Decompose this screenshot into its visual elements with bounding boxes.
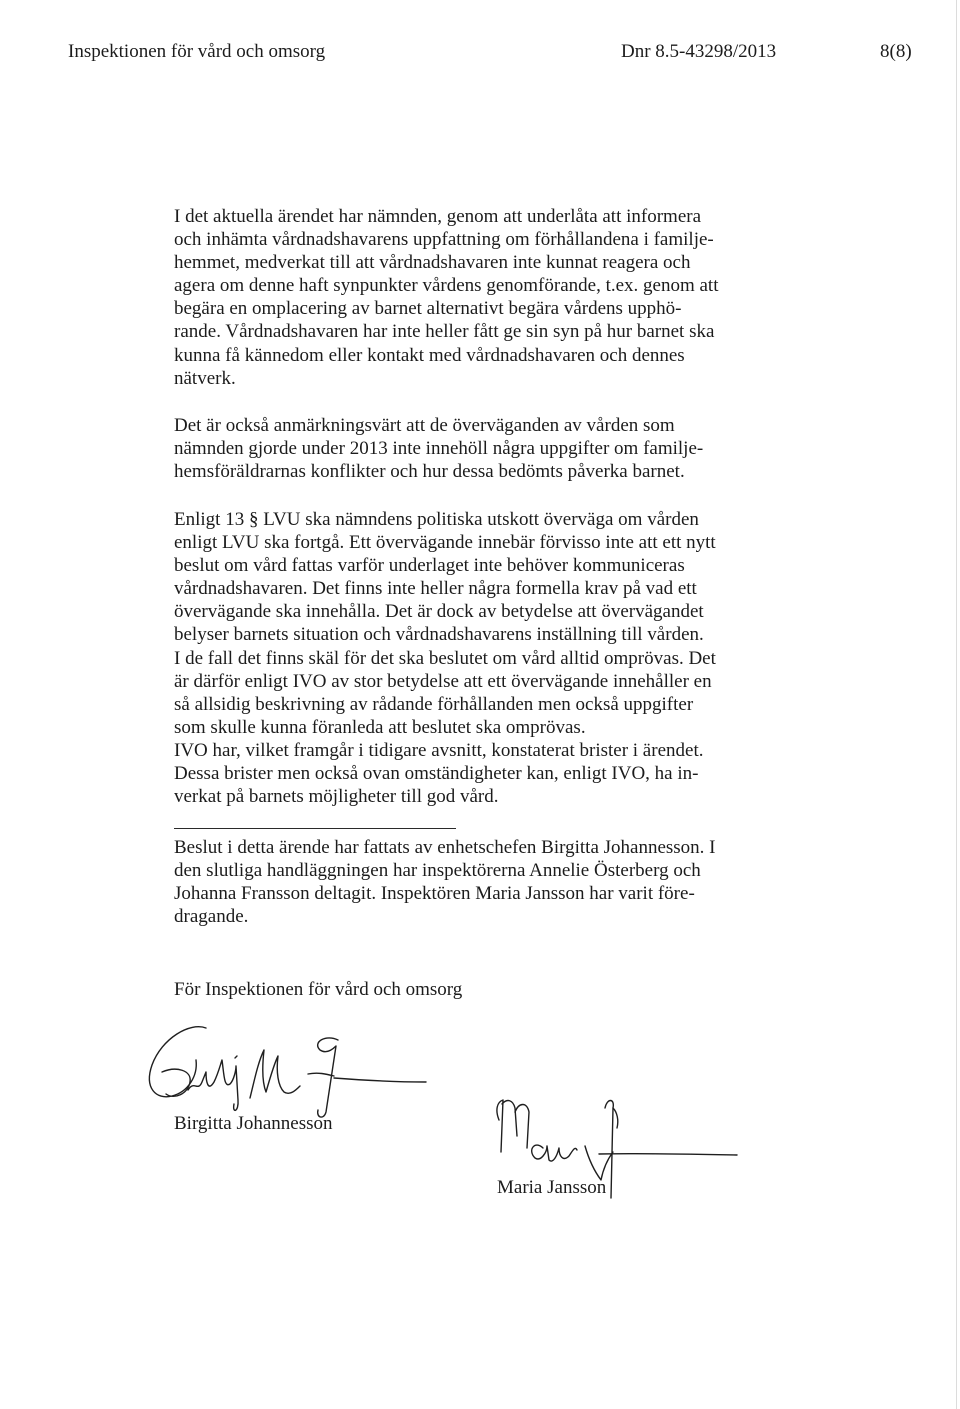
- text-line: vårdnadshavaren. Det finns inte heller några formella krav på vad ett: [174, 578, 697, 600]
- text-line: kunna få kännedom eller kontakt med vårdnadshavaren och dennes: [174, 344, 685, 366]
- separator-rule: [174, 828, 456, 829]
- signature-stroke: [605, 1101, 613, 1199]
- signature-stroke: [515, 1105, 529, 1149]
- header-page-number: 8(8): [880, 41, 912, 62]
- text-line: dragande.: [174, 906, 249, 928]
- text-line: Dessa brister men också ovan omständigheter kan, enligt IVO, ha in-: [174, 763, 699, 785]
- signature-stroke: [613, 1108, 618, 1128]
- text-line: den slutliga handläggningen har inspektörerna Annelie Österberg och: [174, 860, 701, 882]
- text-line: begära en omplacering av barnet alternativt begära vårdens upphö-: [174, 298, 682, 320]
- text-line: så allsidig beskrivning av rådande förhållanden men också uppgifter: [174, 693, 694, 715]
- text-line: är därför enligt IVO av stor betydelse att ett övervägande innehåller en: [174, 670, 712, 692]
- signatory-name: Birgitta Johannesson: [174, 1113, 333, 1134]
- signature-stroke: [497, 1100, 503, 1152]
- text-line: övervägande ska innehålla. Det är dock av betydelse att övervägandet: [174, 601, 704, 623]
- header-case-number: Dnr 8.5-43298/2013: [621, 41, 777, 62]
- signature-maria-jansson: [485, 1090, 750, 1205]
- text-line: Johanna Fransson deltagit. Inspektören Maria Jansson har varit före-: [174, 883, 695, 905]
- paragraph-review-content: [174, 414, 703, 483]
- text-line: belyser barnets situation och vårdnadshavarens inställning till vården.: [174, 624, 704, 646]
- header-organization: Inspektionen för vård och omsorg: [68, 41, 326, 62]
- text-line: Enligt 13 § LVU ska nämndens politiska utskott överväga om vården: [174, 509, 699, 530]
- signature-stroke: [308, 1073, 334, 1076]
- paragraph-lvu-review: [174, 508, 716, 808]
- text-line: verkat på barnets möjligheter till god vård.: [174, 786, 499, 808]
- signatory-name: Maria Jansson: [497, 1177, 607, 1198]
- signature-birgitta-johannesson: [140, 1020, 440, 1120]
- closing-line: För Inspektionen för vård och omsorg: [174, 979, 463, 1000]
- signature-stroke: [585, 1146, 613, 1180]
- text-line: Det är också anmärkningsvärt att de överväganden av vården som: [174, 415, 675, 436]
- text-line: enligt LVU ska fortgå. Ett övervägande innebär förvisso inte att ett nytt: [174, 532, 716, 554]
- signature-stroke: [334, 1078, 426, 1082]
- signature-stroke: [235, 1056, 237, 1058]
- text-line: hemsföräldrarnas konflikter och hur dessa bedömts påverka barnet.: [174, 461, 685, 483]
- text-line: nätverk.: [174, 367, 236, 389]
- signature-stroke: [532, 1145, 577, 1161]
- closing-on-behalf: [174, 978, 462, 1001]
- text-line: nämnden gjorde under 2013 inte innehöll några uppgifter om familje-: [174, 438, 704, 460]
- signature-stroke: [502, 1101, 517, 1136]
- text-line: som skulle kunna föranleda att beslutet ska omprövas.: [174, 716, 586, 738]
- scan-edge-line: [956, 0, 957, 1409]
- text-line: Beslut i detta ärende har fattats av enhetschefen Birgitta Johannesson. I: [174, 837, 716, 858]
- signature-stroke: [599, 1154, 737, 1155]
- text-line: I det aktuella ärendet har nämnden, genom att underlåta att informera: [174, 206, 702, 227]
- signature-stroke: [162, 1069, 190, 1096]
- text-line: och inhämta vårdnadshavarens uppfattning om förhållandena i familje-: [174, 229, 714, 251]
- text-line: IVO har, vilket framgår i tidigare avsnitt, konstaterat brister i ärendet.: [174, 739, 704, 761]
- text-line: hemmet, medverkat till att vårdnadshavaren inte kunnat reagera och: [174, 252, 691, 274]
- paragraph-guardian-not-informed: [174, 205, 718, 390]
- text-line: beslut om vård fattas varför underlaget inte behöver kommuniceras: [174, 555, 685, 577]
- text-line: rande. Vårdnadshavaren har inte heller fått ge sin syn på hur barnet ska: [174, 321, 715, 343]
- paragraph-decision-info: [174, 836, 716, 928]
- text-line: I de fall det finns skäl för det ska beslutet om vård alltid omprövas. Det: [174, 647, 716, 669]
- signature-stroke: [250, 1050, 300, 1098]
- text-line: agera om denne haft synpunkter vårdens genomförande, t.ex. genom att: [174, 275, 719, 297]
